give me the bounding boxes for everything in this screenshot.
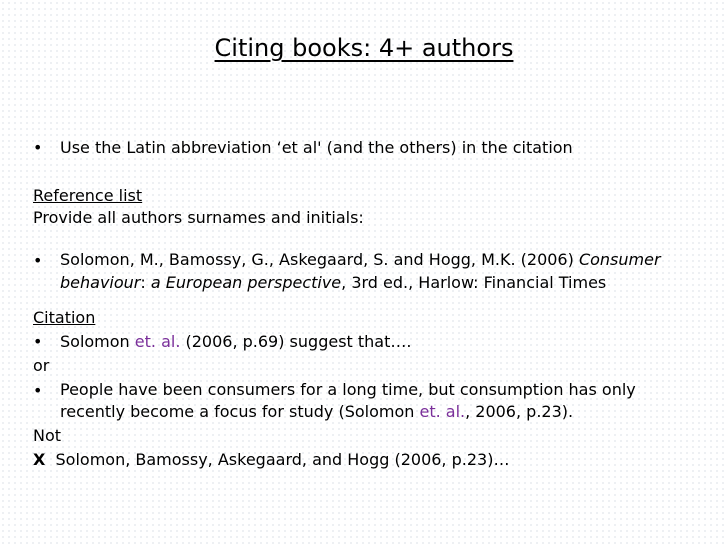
etal-text: et. al. xyxy=(419,402,466,421)
citation-line2-pre: recently become a focus for study (Solomon xyxy=(60,402,420,421)
bullet-etal-rule: Use the Latin abbreviation ‘et al' (and the others) in the citation xyxy=(60,138,573,157)
reference-title-part2: behaviour xyxy=(60,273,141,292)
reference-entry-line2 xyxy=(60,271,606,294)
citation-example-1 xyxy=(60,330,411,353)
wrong-citation-text: Solomon, Bamossy, Askegaard, and Hogg (2006, p.23)… xyxy=(55,450,510,469)
citation-author: Solomon xyxy=(60,332,135,351)
reference-colon: : xyxy=(140,273,151,292)
reference-list-heading: Reference list xyxy=(33,186,143,205)
reference-authors: Solomon, M., Bamossy, G., Askegaard, S. and Hogg, M.K. (2006) xyxy=(60,250,579,269)
or-text: or xyxy=(33,356,50,375)
reference-list-intro: Provide all authors surnames and initials: xyxy=(33,208,364,227)
reference-title-part1: Consumer xyxy=(578,250,661,269)
slide-title: Citing books: 4+ authors xyxy=(214,34,514,62)
citation-example-2-line1: People have been consumers for a long time, but consumption has only xyxy=(60,380,636,399)
bullet-glyph: • xyxy=(33,332,43,351)
reference-rest: , 3rd ed., Harlow: Financial Times xyxy=(341,273,607,292)
not-text: Not xyxy=(33,426,62,445)
reference-subtitle: a European perspective xyxy=(150,273,342,292)
citation-rest: (2006, p.69) suggest that…. xyxy=(180,332,412,351)
etal-text: et. al. xyxy=(134,332,181,351)
reference-entry-line1 xyxy=(60,248,661,271)
wrong-mark: X xyxy=(33,450,46,469)
citation-line2-post: , 2006, p.23). xyxy=(465,402,574,421)
bullet-glyph: • xyxy=(33,251,43,270)
bullet-glyph: • xyxy=(33,381,43,400)
wrong-citation xyxy=(33,449,509,470)
citation-example-2-line2 xyxy=(60,400,573,423)
citation-heading: Citation xyxy=(33,308,96,327)
bullet-glyph: • xyxy=(33,138,43,157)
